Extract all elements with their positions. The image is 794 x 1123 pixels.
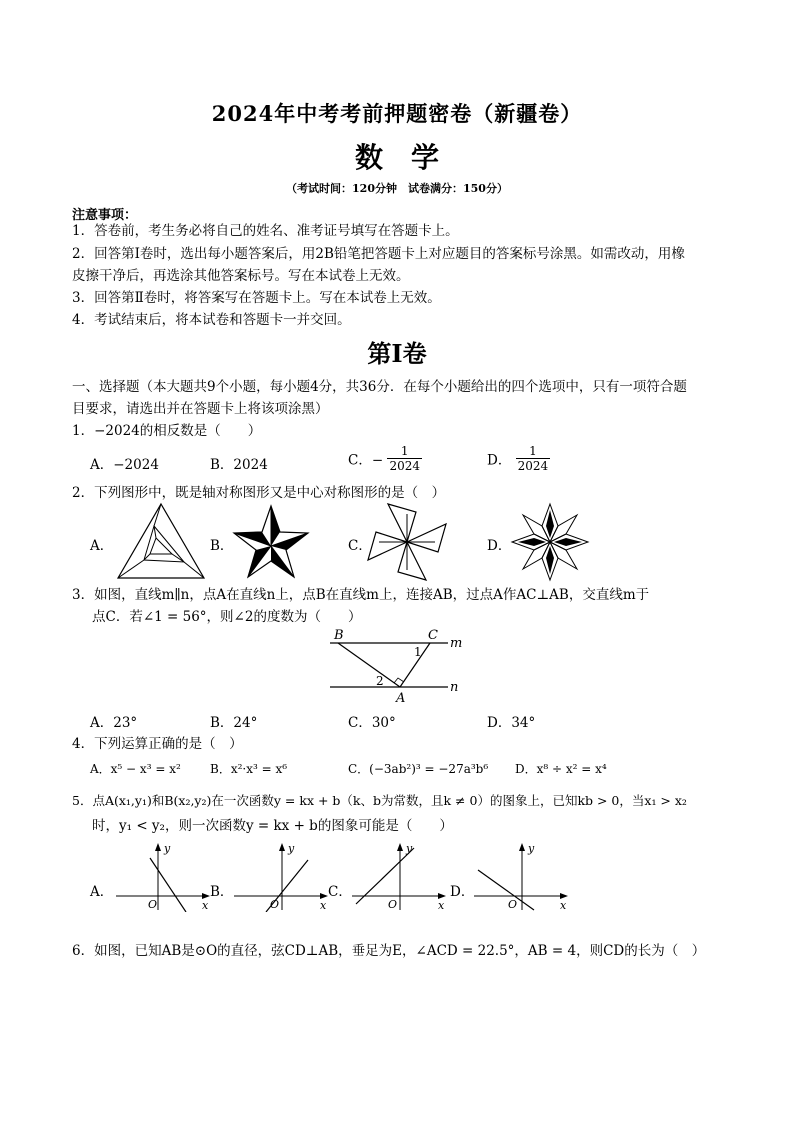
q1-d-numerator: 1 <box>516 444 551 459</box>
q4-option-d: D．x⁸ ÷ x² = x⁴ <box>515 762 607 776</box>
q1-option-d-fraction <box>516 444 551 473</box>
question-1-stem: 1．−2024的相反数是（ ） <box>72 423 262 439</box>
q5-graph-b <box>232 840 332 912</box>
question-4-stem: 4．下列运算正确的是（ ） <box>72 736 243 752</box>
q3-segment-ab <box>338 643 400 687</box>
q2-option-d: D． <box>487 538 512 554</box>
q4-option-a: A．x⁵ − x³ = x² <box>90 762 181 776</box>
q2-option-b: B． <box>210 538 234 554</box>
q5-line-d <box>478 870 534 910</box>
q5-graph-a <box>114 840 214 912</box>
q3-angle-1: 1 <box>414 645 422 659</box>
q3-figure <box>320 626 470 706</box>
exam-info: （考试时间：120分钟 试卷满分：150分） <box>286 182 508 195</box>
q5-d-origin: O <box>508 898 518 911</box>
question-3-stem-line2: 点C．若∠1 = 56°，则∠2的度数为（ ） <box>92 609 362 625</box>
q5-graph-c <box>350 840 450 912</box>
q5-a-y-label: y <box>164 842 171 855</box>
note-item-2-cont: 皮擦干净后，再选涂其他答案标号。写在本试卷上无效。 <box>72 268 410 284</box>
question-6-stem: 6．如图，已知AB是⊙O的直径，弦CD⊥AB，垂足为E，∠ACD = 22.5°，AB = 4，则CD的长为（ ） <box>72 943 706 959</box>
question-2-stem: 2．下列图形中，既是轴对称图形又是中心对称图形的是（ ） <box>72 485 446 501</box>
q1-option-c-fraction <box>387 444 422 473</box>
q5-option-b: B． <box>210 884 234 900</box>
q3-label-m: m <box>450 636 463 651</box>
q2-figure-d-flower <box>510 502 590 582</box>
q5-c-origin: O <box>388 898 398 911</box>
q1-option-c <box>348 444 422 473</box>
q2-option-a: A． <box>90 538 114 554</box>
q2-figure-b-star <box>232 504 310 580</box>
part-one-desc <box>72 376 724 420</box>
q1-d-denominator: 2024 <box>517 459 549 473</box>
q4-option-c: C．(−3ab²)³ = −27a³b⁶ <box>348 762 489 776</box>
q5-a-x-label: x <box>202 899 209 912</box>
q5-c-y-label: y <box>406 842 413 855</box>
q3-option-c: C．30° <box>348 715 396 731</box>
q1-option-d-label: D． <box>487 452 512 469</box>
q5-graph-d <box>472 840 572 912</box>
q3-angle-2: 2 <box>376 674 384 688</box>
q5-b-origin: O <box>270 898 280 911</box>
part-one-line2: 目要求，请选出并在答题卡上将该项涂黑） <box>72 401 329 417</box>
q5-d-x-label: x <box>560 899 567 912</box>
question-3-stem-line1: 3．如图，直线m∥n，点A在直线n上，点B在直线m上，连接AB，过点A作AC⊥AB，交直线m于 <box>72 587 650 603</box>
q3-option-b: B．24° <box>210 715 258 731</box>
q1-option-d <box>487 444 550 473</box>
q5-a-origin: O <box>148 898 158 911</box>
note-item-1: 1．答卷前，考生务必将自己的姓名、准考证号填写在答题卡上。 <box>72 223 459 239</box>
q3-label-n: n <box>450 680 459 695</box>
question-5-stem-line1: 5．点A(x₁,y₁)和B(x₂,y₂)在一次函数y = kx + b（k、b为常数，且k ≠ 0）的图象上，已知kb > 0，当x₁ > x₂ <box>72 793 687 808</box>
q1-option-b: B．2024 <box>210 457 268 473</box>
q2-option-c: C． <box>348 538 372 554</box>
q5-b-x-label: x <box>320 899 327 912</box>
notes-heading: 注意事项： <box>72 208 138 223</box>
q4-option-b: B．x²·x³ = x⁶ <box>210 762 288 776</box>
q3-label-b: B <box>334 628 344 643</box>
q1-option-a: A．−2024 <box>90 457 159 473</box>
q3-label-a: A <box>396 691 406 706</box>
note-item-4: 4．考试结束后，将本试卷和答题卡一并交回。 <box>72 312 351 328</box>
question-5-stem-line2: 时，y₁ < y₂，则一次函数y = kx + b的图象可能是（ ） <box>92 818 453 834</box>
q5-c-x-label: x <box>438 899 445 912</box>
part-one-line1: 一、选择题（本大题共9个小题，每小题4分，共36分．在每个小题给出的四个选项中，只有一项符合题 <box>72 379 687 395</box>
q5-b-y-label: y <box>288 842 295 855</box>
q3-option-a: A．23° <box>90 715 138 731</box>
q3-option-d: D．34° <box>487 715 536 731</box>
q1-option-c-label: C．− <box>348 452 384 469</box>
section-title: 第Ⅰ卷 <box>367 339 427 368</box>
q5-option-c: C． <box>328 884 352 900</box>
q2-figure-c-pinwheel <box>366 502 448 582</box>
note-item-3: 3．回答第Ⅱ卷时，将答案写在答题卡上。写在本试卷上无效。 <box>72 290 441 306</box>
q5-option-a: A． <box>90 884 114 900</box>
q5-option-d: D． <box>450 884 475 900</box>
q5-d-y-label: y <box>528 842 535 855</box>
q2-figure-a-triangle <box>116 502 206 580</box>
q1-c-numerator: 1 <box>387 444 422 459</box>
exam-title: 2024年中考考前押题密卷（新疆卷） <box>211 101 583 126</box>
subject-title: 数学 <box>354 141 467 174</box>
q3-label-c: C <box>428 628 438 643</box>
q1-c-denominator: 2024 <box>389 459 420 473</box>
note-item-2: 2．回答第Ⅰ卷时，选出每小题答案后，用2B铅笔把答题卡上对应题目的答案标号涂黑。如需改动，用橡 <box>72 246 685 262</box>
